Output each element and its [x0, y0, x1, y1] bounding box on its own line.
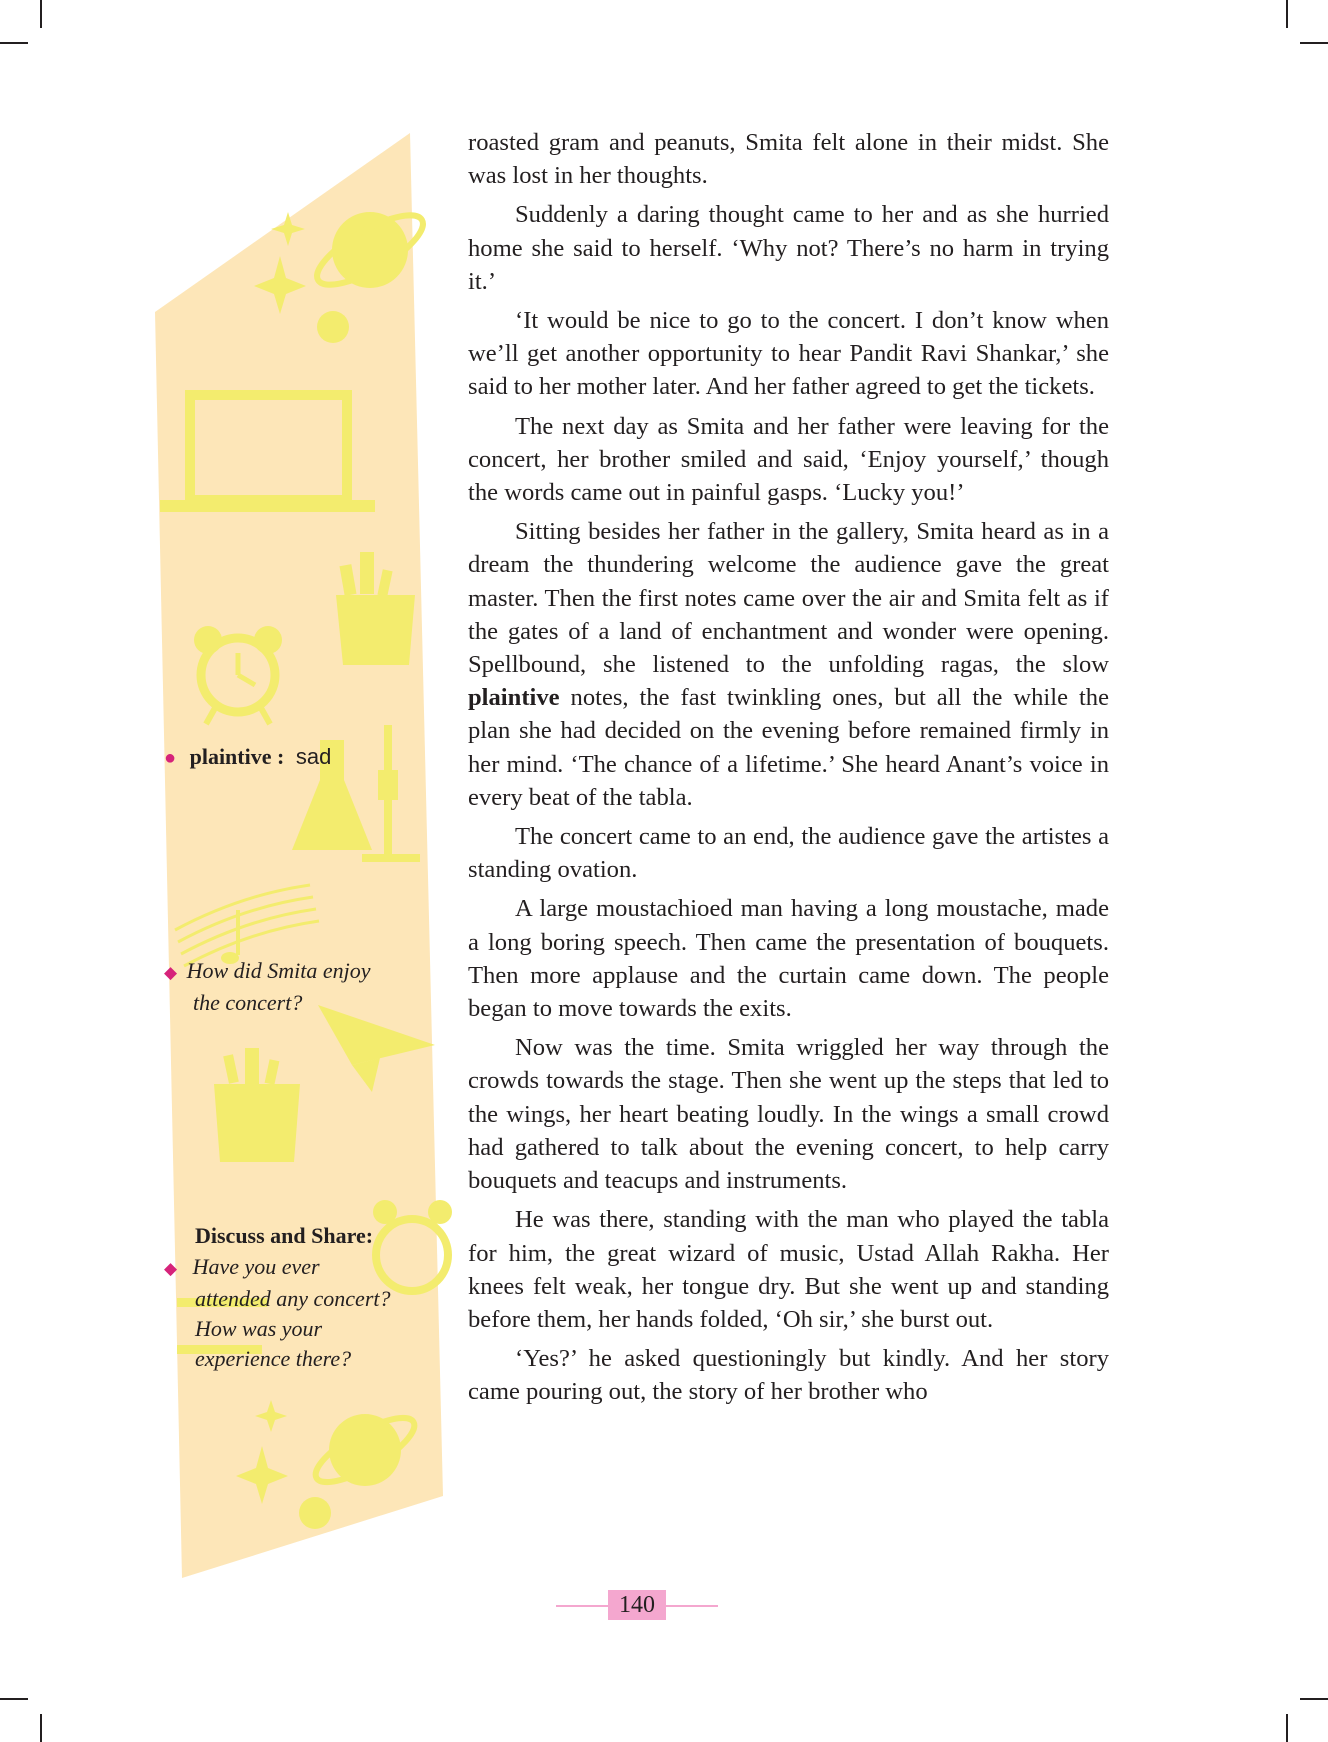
bullet-icon: ●: [164, 747, 177, 769]
paragraph: ‘Yes?’ he asked questioningly but kindly. And her story came pouring out, the story of her brother who: [468, 1345, 1109, 1406]
question-line: the concert?: [193, 990, 303, 1015]
paragraph: The next day as Smita and her father were leaving for the concert, her brother smiled and said, ‘Enjoy yourself,’ though the words came out in painful gasps. ‘Lucky you!’: [468, 412, 1109, 507]
paragraph: He was there, standing with the man who played the tabla for him, the great wizard of music, Ustad Allah Rakha. Her knees felt weak, her tongue dry. But she went up and standing before them, her hands folded, ‘Oh sir,’ she burst out.: [468, 1206, 1109, 1333]
discuss-heading: Discuss and Share:: [195, 1223, 374, 1248]
glossary-note: [164, 744, 331, 770]
discuss-line: experience there?: [195, 1346, 352, 1371]
glossary-word: plaintive: [468, 684, 560, 712]
paragraph: The concert came to an end, the audience gave the artistes a standing ovation.: [468, 823, 1109, 884]
discuss-line: How was your: [195, 1316, 323, 1341]
paragraph-text: Sitting besides her father in the gallery, Smita heard as in a dream the thundering welcome the audience gave the great master. Then the first notes came over the air and Smita felt as if the gates of a land of enchantment and wonder were opening. Spellbound, she listened to the unfolding ragas, the slow: [468, 518, 1109, 679]
paragraph: ‘It would be nice to go to the concert. I don’t know when we’ll get another opportunity to hear Pandit Ravi Shankar,’ she said to her mother later. And her father agreed to get the tickets.: [468, 307, 1109, 401]
paragraph: roasted gram and peanuts, Smita felt alone in their midst. She was lost in her thoughts.: [468, 129, 1109, 190]
page-footer: [556, 1588, 718, 1624]
paragraph: A large moustachioed man having a long moustache, made a long boring speech. Then came the presentation of bouquets. Then more applause and the curtain came down. The people began to move towards the exits.: [468, 895, 1109, 1023]
diamond-bullet-icon: ◆: [164, 1259, 178, 1278]
paragraph: Now was the time. Smita wriggled her way through the crowds towards the stage. Then she went up the steps that led to the wings, her heart beating loudly. In the wings a small crowd had gathered to talk about the evening concert, to help carry bouquets and teacups and instruments.: [468, 1034, 1109, 1195]
discuss-line: attended any concert?: [195, 1286, 391, 1311]
story-text: [468, 126, 1109, 1415]
discuss-and-share: [164, 1220, 444, 1374]
paragraph: Suddenly a daring thought came to her and as she hurried home she said to herself. ‘Why not? There’s no harm in trying it.’: [468, 201, 1109, 295]
discuss-line: Have you ever: [192, 1254, 320, 1279]
paragraph: [468, 515, 1109, 814]
glossary-meaning: sad: [295, 744, 332, 769]
diamond-bullet-icon: ◆: [164, 963, 178, 982]
glossary-term: plaintive :: [189, 744, 285, 769]
margin-question: [164, 956, 434, 1018]
question-line: How did Smita enjoy: [186, 958, 371, 983]
page-number: 140: [619, 1592, 655, 1618]
paragraph-text: notes, the fast twinkling ones, but all the while the plan she had decided on the evening before remained firmly in her mind. ‘The chance of a lifetime.’ She heard Anant’s voice in every beat of the tabla.: [468, 684, 1109, 811]
